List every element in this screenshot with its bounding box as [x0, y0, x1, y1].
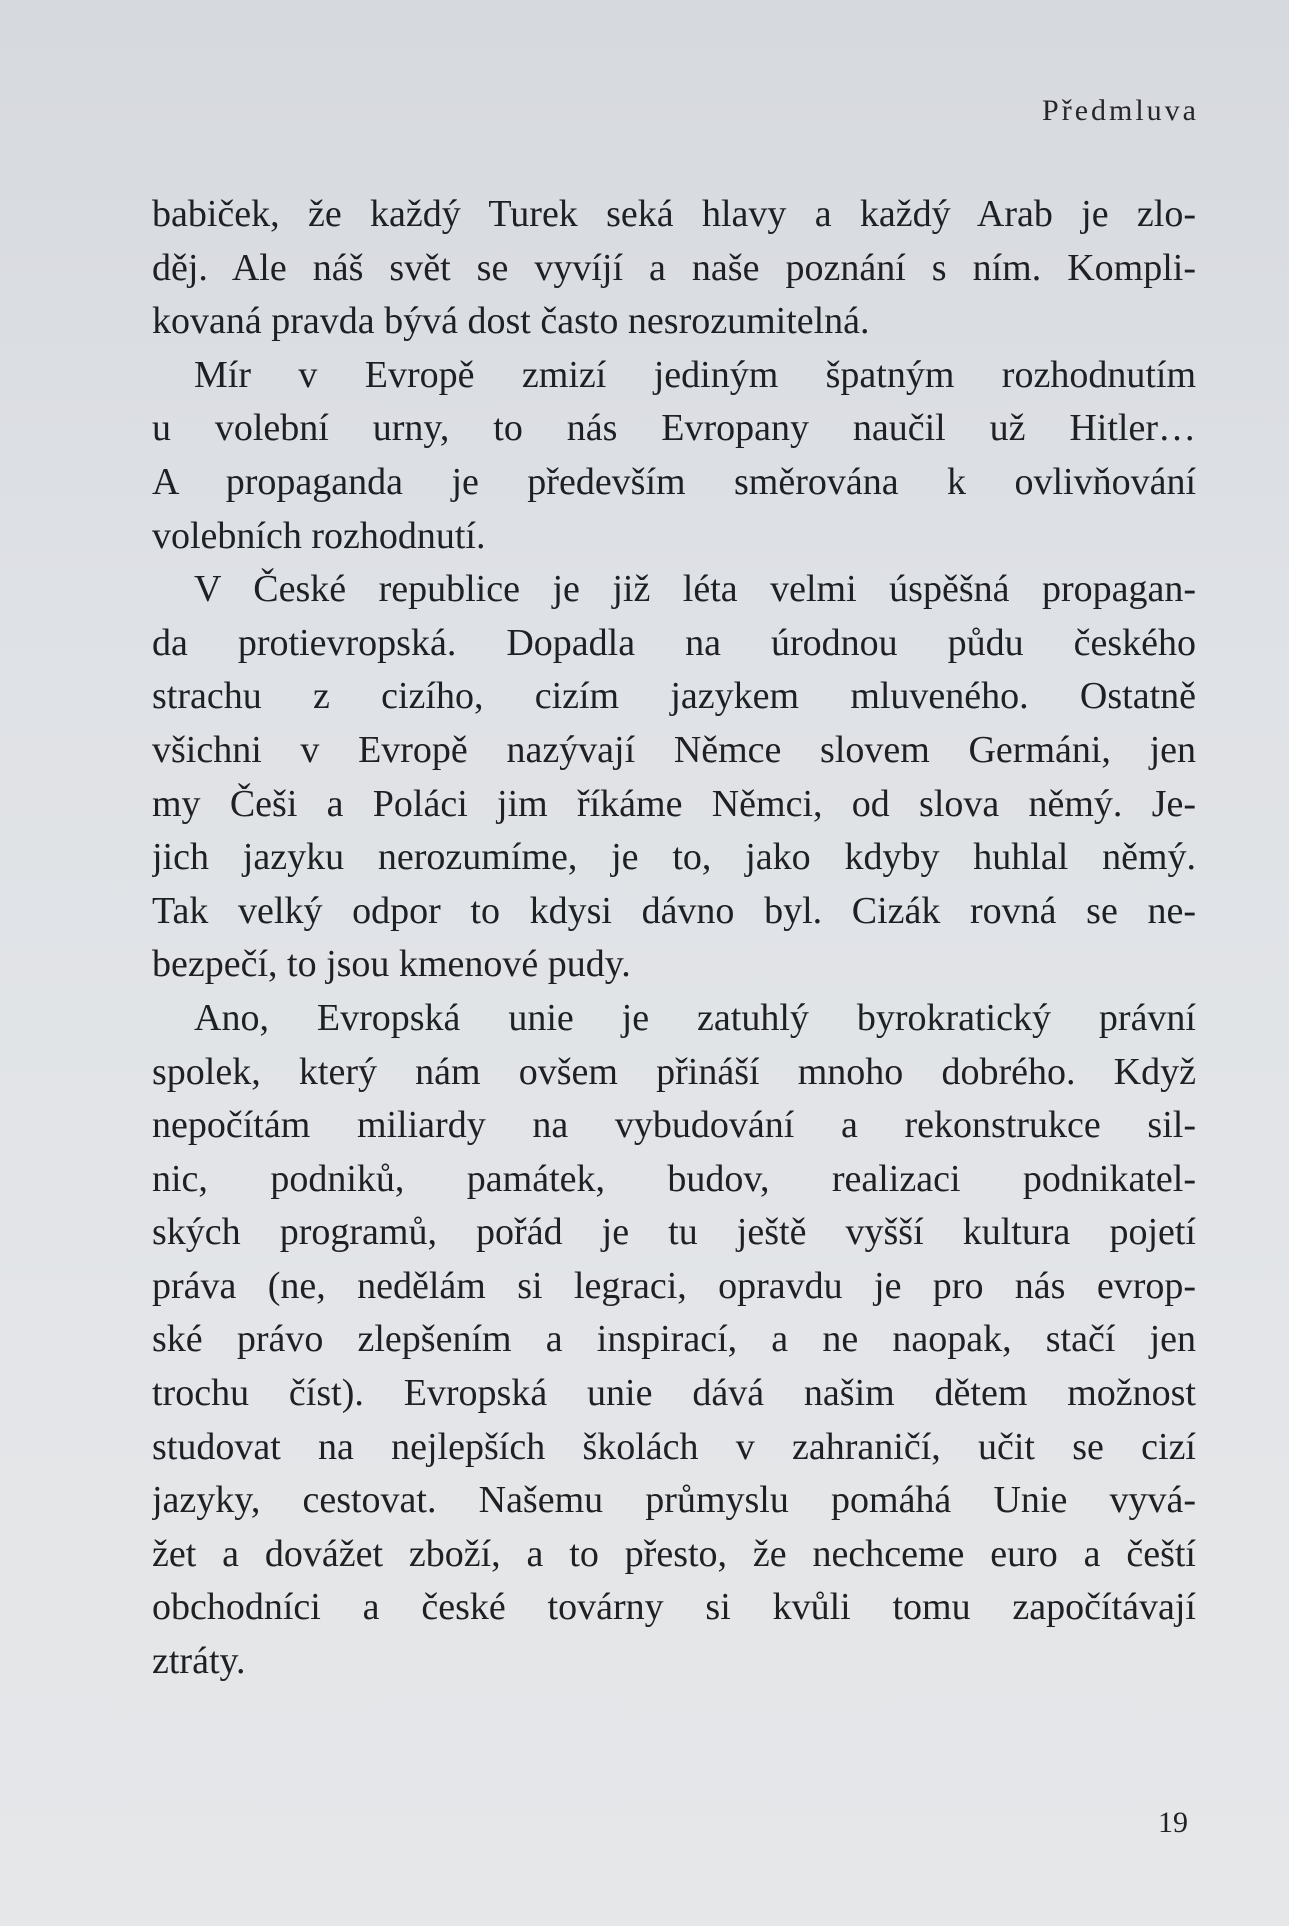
text-line: A propaganda je především směrována k ovlivňování [152, 460, 1196, 503]
text-line: ské právo zlepšením a inspirací, a ne naopak, stačí jen [152, 1318, 1196, 1361]
text-line: da protievropská. Dopadla na úrodnou půdu českého [152, 621, 1196, 664]
running-header: Předmluva [1042, 94, 1199, 127]
text-line: ztráty. [152, 1640, 246, 1683]
text-line: práva (ne, nedělám si legraci, opravdu je pro nás evrop- [152, 1264, 1196, 1307]
text-line: kovaná pravda bývá dost často nesrozumitelná. [152, 300, 870, 343]
paragraph [152, 188, 1196, 349]
text-line: studovat na nejlepších školách v zahraničí, učit se cizí [152, 1425, 1196, 1468]
text-line: babiček, že každý Turek seká hlavy a každý Arab je zlo- [152, 193, 1196, 235]
text-line: trochu číst). Evropská unie dává našim dětem možnost [152, 1372, 1196, 1415]
text-line: u volební urny, to nás Evropany naučil už Hitler… [152, 407, 1196, 450]
paragraph [152, 349, 1196, 563]
text-line: obchodníci a české továrny si kvůli tomu započítávají [152, 1586, 1196, 1629]
text-line: jich jazyku nerozumíme, je to, jako kdyby huhlal němý. [152, 836, 1196, 879]
text-line: Tak velký odpor to kdysi dávno byl. Cizák rovná se ne- [152, 889, 1196, 932]
text-line: V České republice je již léta velmi úspěšná propagan- [194, 568, 1196, 611]
text-line: Ano, Evropská unie je zatuhlý byrokratický právní [194, 996, 1196, 1039]
text-line: my Češi a Poláci jim říkáme Němci, od slova němý. Je- [152, 782, 1196, 825]
text-line: strachu z cizího, cizím jazykem mluveného. Ostatně [152, 675, 1196, 718]
body-text [152, 188, 1196, 1689]
text-line: ských programů, pořád je tu ještě vyšší kultura pojetí [152, 1211, 1196, 1254]
text-line: volebních rozhodnutí. [152, 514, 486, 557]
text-line: nic, podniků, památek, budov, realizaci podnikatel- [152, 1157, 1196, 1200]
text-line: Mír v Evropě zmizí jediným špatným rozhodnutím [194, 353, 1196, 396]
text-line: nepočítám miliardy na vybudování a rekonstrukce sil- [152, 1104, 1196, 1147]
text-line: všichni v Evropě nazývají Němce slovem Germáni, jen [152, 728, 1196, 771]
text-line: bezpečí, to jsou kmenové pudy. [152, 943, 631, 986]
text-line: žet a dovážet zboží, a to přesto, že nechceme euro a čeští [152, 1532, 1196, 1575]
text-line: děj. Ale náš svět se vyvíjí a naše poznání s ním. Kompli- [152, 246, 1196, 289]
page-number: 19 [1158, 1806, 1188, 1839]
paragraph [152, 992, 1196, 1689]
text-line: spolek, který nám ovšem přináší mnoho dobrého. Když [152, 1050, 1196, 1093]
paragraph [152, 563, 1196, 992]
text-line: jazyky, cestovat. Našemu průmyslu pomáhá Unie vyvá- [152, 1479, 1196, 1522]
